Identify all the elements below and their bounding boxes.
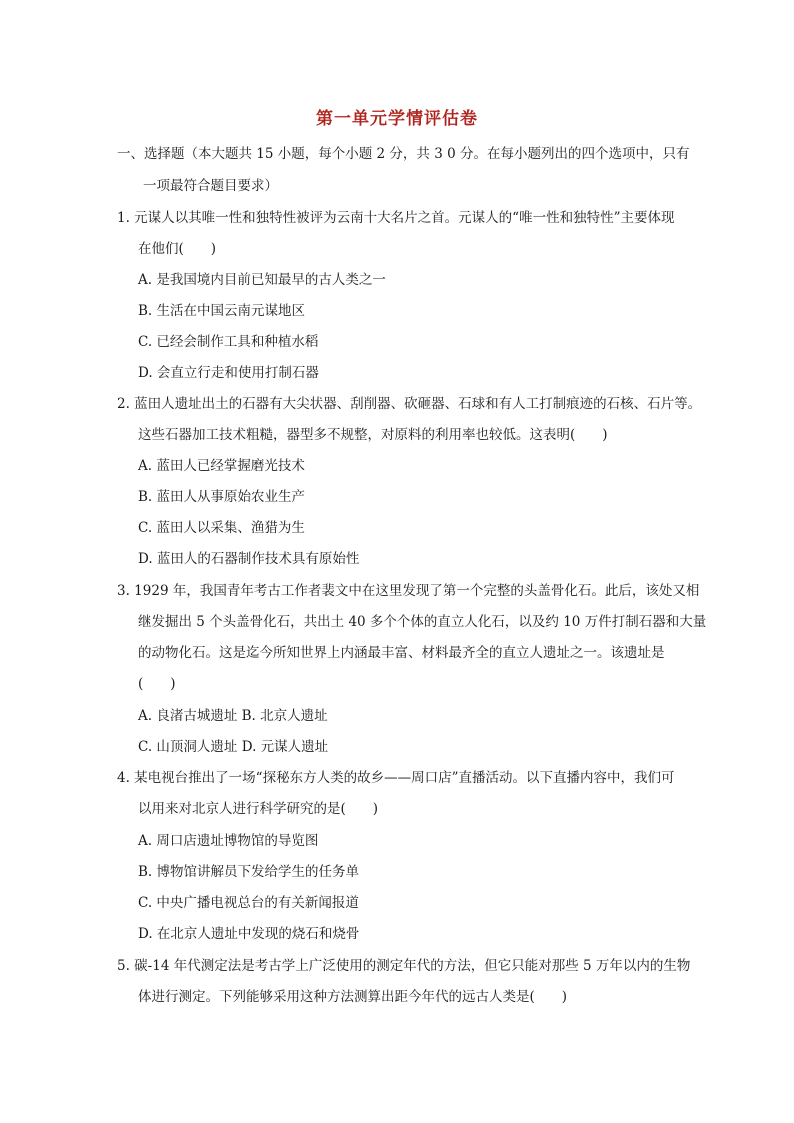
question-2-option-a: A. 蓝田人已经掌握磨光技术: [138, 458, 305, 474]
question-4-stem-line2: 以用来对北京人进行科学研究的是( ): [138, 801, 379, 817]
question-2-option-c: C. 蓝田人以采集、渔猎为生: [138, 520, 305, 536]
question-3-options-ab: A. 良渚古城遗址 B. 北京人遗址: [138, 708, 328, 724]
question-1-stem-line2: 在他们( ): [138, 241, 217, 257]
question-4-option-a: A. 周口店遗址博物馆的导览图: [138, 833, 319, 849]
question-2-option-b: B. 蓝田人从事原始农业生产: [138, 489, 306, 505]
question-1-option-a: A. 是我国境内目前已知最早的古人类之一: [138, 272, 386, 288]
question-2-stem-line2: 这些石器加工技术粗糙，器型多不规整，对原料的利用率也较低。这表明( ): [138, 427, 608, 443]
question-3-stem-line1: 3. 1929 年，我国青年考古工作者裴文中在这里发现了第一个完整的头盖骨化石。此后，该处又相: [117, 583, 700, 599]
question-1-option-d: D. 会直立行走和使用打制石器: [138, 365, 319, 381]
question-3-stem-line3: 的动物化石。这是迄今所知世界上内涵最丰富、材料最齐全的直立人遗址之一。该遗址是: [138, 645, 665, 661]
question-4-option-d: D. 在北京人遗址中发现的烧石和烧骨: [138, 926, 360, 942]
question-2-stem-line1: 2. 蓝田人遗址出土的石器有大尖状器、刮削器、砍砸器、石球和有人工打制痕迹的石核、石片等。: [117, 396, 702, 412]
question-3-stem-line4: ( ): [138, 676, 176, 692]
section-heading-line2: 一项最符合题目要求）: [143, 178, 278, 194]
question-1-option-b: B. 生活在中国云南元谋地区: [138, 303, 306, 319]
question-4-option-b: B. 博物馆讲解员下发给学生的任务单: [138, 864, 360, 880]
question-2-option-d: D. 蓝田人的石器制作技术具有原始性: [138, 551, 360, 567]
question-1-option-c: C. 已经会制作工具和种植水稻: [138, 334, 319, 350]
question-4-stem-line1: 4. 某电视台推出了一场“探秘东方人类的故乡——周口店”直播活动。以下直播内容中，我们可: [117, 770, 675, 786]
section-heading-line1: 一、选择题（本大题共 15 小题，每个小题 2 分，共 3 0 分。在每小题列出的四个选项中，只有: [117, 146, 690, 162]
question-3-options-cd: C. 山顶洞人遗址 D. 元谋人遗址: [138, 739, 329, 755]
question-5-stem-line1: 5. 碳-14 年代测定法是考古学上广泛使用的测定年代的方法，但它只能对那些 5 万年以内的生物: [117, 958, 691, 974]
question-5-stem-line2: 体进行测定。下列能够采用这种方法测算出距今年代的远古人类是( ): [138, 989, 568, 1005]
question-4-option-c: C. 中央广播电视总台的有关新闻报道: [138, 895, 359, 911]
question-1-stem-line1: 1. 元谋人以其唯一性和独特性被评为云南十大名片之首。元谋人的“唯一性和独特性”主要体现: [117, 210, 675, 226]
question-3-stem-line2: 继发掘出 5 个头盖骨化石，共出土 40 多个个体的直立人化石，以及约 10 万件打制石器和大量: [138, 614, 707, 630]
page-title: 第一单元学情评估卷: [316, 109, 478, 129]
